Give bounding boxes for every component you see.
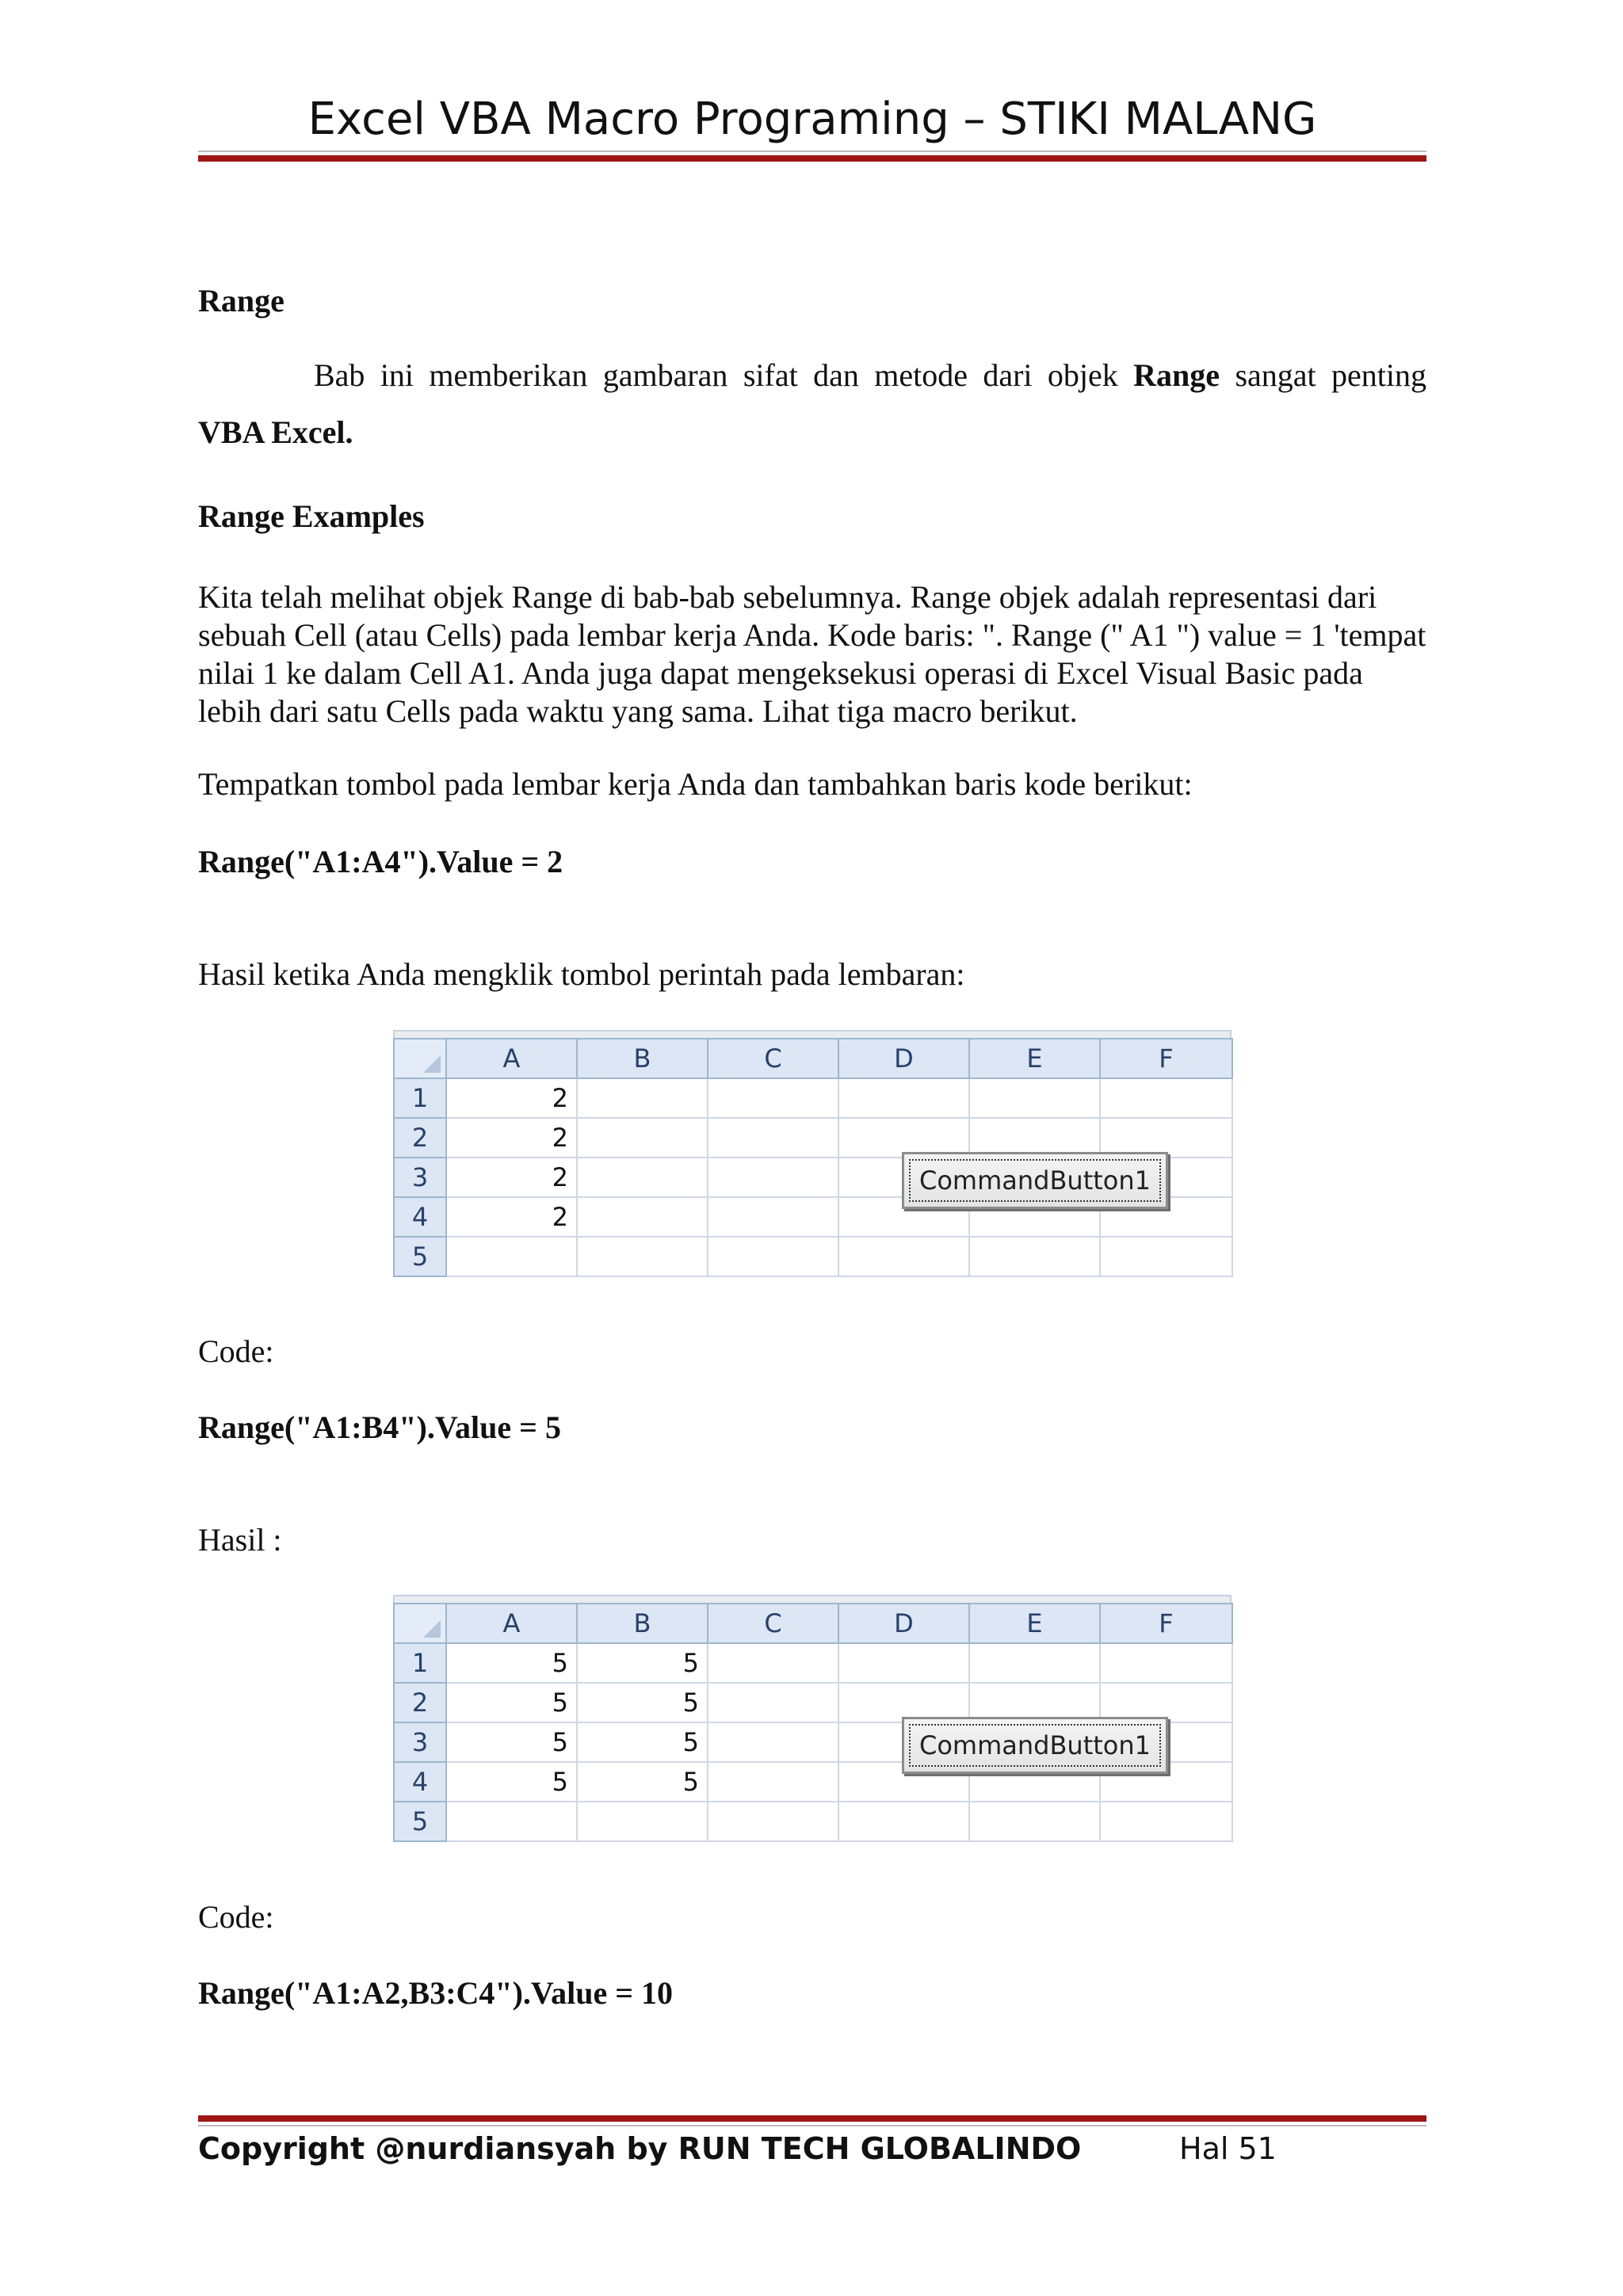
header-rule-thin	[198, 151, 1426, 152]
section-title: Range	[198, 283, 285, 318]
row-header[interactable]: 5	[394, 1237, 446, 1276]
cell[interactable]	[708, 1078, 838, 1118]
intro-line-1	[198, 357, 1426, 394]
column-header[interactable]: C	[708, 1039, 838, 1078]
select-all-triangle-icon	[423, 1055, 441, 1073]
examples-paragraph-2: Tempatkan tombol pada lembar kerja Anda dan tambahkan baris kode berikut:	[198, 766, 1193, 802]
result-2-label: Hasil :	[198, 1522, 282, 1558]
sheet-1-topbar	[393, 1030, 1232, 1038]
cell[interactable]: 2	[446, 1078, 577, 1118]
intro-text-start: Bab ini memberikan gambaran sifat dan metode dari objek	[314, 357, 1118, 393]
column-header[interactable]: B	[577, 1604, 708, 1643]
cell[interactable]	[708, 1762, 838, 1802]
cell[interactable]	[969, 1802, 1100, 1841]
sheet-row	[394, 1078, 1232, 1118]
sheet-2-header-row	[394, 1604, 1232, 1643]
cell[interactable]	[708, 1683, 838, 1722]
row-header[interactable]: 2	[394, 1683, 446, 1722]
examples-paragraph-1: Kita telah melihat objek Range di bab-bab sebelumnya. Range objek adalah representasi dari sebuah Cell (atau Cells) pada lembar kerja Anda. Kode baris: ". Range (" A1 ") value = 1 'tempat nilai 1 ke dalam Cell A1. Anda juga dapat mengeksekusi operasi di Excel Visual Basic pada lebih dari satu Cells pada waktu yang sama. Lihat tiga macro berikut.	[198, 579, 1426, 729]
column-header[interactable]: B	[577, 1039, 708, 1078]
cell[interactable]: 5	[446, 1683, 577, 1722]
cell[interactable]	[1100, 1078, 1232, 1118]
footer-page-number: Hal 51	[1179, 2131, 1277, 2166]
intro-line-2: VBA Excel.	[198, 414, 353, 450]
row-header[interactable]: 2	[394, 1118, 446, 1158]
cell[interactable]	[708, 1158, 838, 1197]
cell[interactable]: 5	[446, 1762, 577, 1802]
cell[interactable]	[577, 1078, 708, 1118]
column-header[interactable]: F	[1100, 1039, 1232, 1078]
column-header[interactable]: D	[838, 1604, 969, 1643]
command-button-2[interactable]	[902, 1717, 1168, 1774]
intro-text-end: sangat penting	[1235, 357, 1427, 393]
cell[interactable]	[969, 1078, 1100, 1118]
cell[interactable]	[1100, 1802, 1232, 1841]
spreadsheet-1	[393, 1030, 1232, 1277]
cell[interactable]	[708, 1197, 838, 1237]
column-header[interactable]: A	[446, 1039, 577, 1078]
cell[interactable]	[577, 1237, 708, 1276]
cell[interactable]	[838, 1078, 969, 1118]
spreadsheet-2	[393, 1595, 1232, 1842]
row-header[interactable]: 4	[394, 1762, 446, 1802]
sheet-1-header-row	[394, 1039, 1232, 1078]
cell[interactable]: 2	[446, 1158, 577, 1197]
cell[interactable]: 5	[446, 1643, 577, 1683]
cell[interactable]	[1100, 1643, 1232, 1683]
sheet-2-topbar	[393, 1595, 1232, 1603]
column-header[interactable]: C	[708, 1604, 838, 1643]
sheet-row	[394, 1237, 1232, 1276]
row-header[interactable]: 4	[394, 1197, 446, 1237]
footer-copyright: Copyright @nurdiansyah by RUN TECH GLOBALINDO	[198, 2131, 1082, 2166]
cell[interactable]: 2	[446, 1118, 577, 1158]
cell[interactable]	[577, 1197, 708, 1237]
cell[interactable]	[838, 1237, 969, 1276]
cell[interactable]	[708, 1802, 838, 1841]
column-header[interactable]: E	[969, 1039, 1100, 1078]
row-header[interactable]: 3	[394, 1158, 446, 1197]
cell[interactable]: 5	[577, 1683, 708, 1722]
column-header[interactable]: A	[446, 1604, 577, 1643]
command-button-focus-rect	[909, 1724, 1161, 1767]
cell[interactable]	[708, 1643, 838, 1683]
cell[interactable]: 5	[577, 1722, 708, 1762]
cell[interactable]	[577, 1158, 708, 1197]
sheet-row	[394, 1643, 1232, 1683]
row-header[interactable]: 1	[394, 1643, 446, 1683]
cell[interactable]	[708, 1722, 838, 1762]
cell[interactable]	[969, 1237, 1100, 1276]
footer-rule-thin	[198, 2125, 1426, 2126]
code-label-2: Code:	[198, 1899, 274, 1935]
code-example-1: Range("A1:A4").Value = 2	[198, 844, 563, 879]
code-example-3: Range("A1:A2,B3:C4").Value = 10	[198, 1975, 674, 2011]
cell[interactable]	[708, 1237, 838, 1276]
footer-rule-thick	[198, 2115, 1426, 2122]
cell[interactable]	[838, 1802, 969, 1841]
intro-bold-range: Range	[1133, 357, 1220, 393]
cell[interactable]: 2	[446, 1197, 577, 1237]
sheet-row	[394, 1802, 1232, 1841]
cell[interactable]	[446, 1802, 577, 1841]
cell[interactable]: 5	[577, 1643, 708, 1683]
cell[interactable]	[969, 1643, 1100, 1683]
cell[interactable]	[708, 1118, 838, 1158]
cell[interactable]	[838, 1643, 969, 1683]
column-header[interactable]: E	[969, 1604, 1100, 1643]
cell[interactable]	[577, 1802, 708, 1841]
select-all-corner[interactable]	[394, 1039, 446, 1078]
select-all-corner[interactable]	[394, 1604, 446, 1643]
header-rule-thick	[198, 155, 1426, 162]
select-all-triangle-icon	[423, 1620, 441, 1638]
row-header[interactable]: 3	[394, 1722, 446, 1762]
column-header[interactable]: F	[1100, 1604, 1232, 1643]
command-button-1[interactable]	[902, 1152, 1168, 1209]
command-button-focus-rect	[909, 1159, 1161, 1202]
command-button-label: CommandButton1	[918, 1730, 1151, 1760]
command-button-label: CommandButton1	[918, 1165, 1151, 1196]
cell[interactable]	[1100, 1237, 1232, 1276]
cell[interactable]	[577, 1118, 708, 1158]
column-header[interactable]: D	[838, 1039, 969, 1078]
code-label-1: Code:	[198, 1333, 274, 1369]
cell[interactable]: 5	[577, 1762, 708, 1802]
row-header[interactable]: 5	[394, 1802, 446, 1841]
row-header[interactable]: 1	[394, 1078, 446, 1118]
result-1-label: Hasil ketika Anda mengklik tombol perintah pada lembaran:	[198, 956, 965, 992]
code-example-2: Range("A1:B4").Value = 5	[198, 1409, 561, 1445]
cell[interactable]: 5	[446, 1722, 577, 1762]
examples-title: Range Examples	[198, 498, 425, 534]
page-header-title: Excel VBA Macro Programing – STIKI MALANG	[307, 93, 1317, 145]
cell[interactable]	[446, 1237, 577, 1276]
